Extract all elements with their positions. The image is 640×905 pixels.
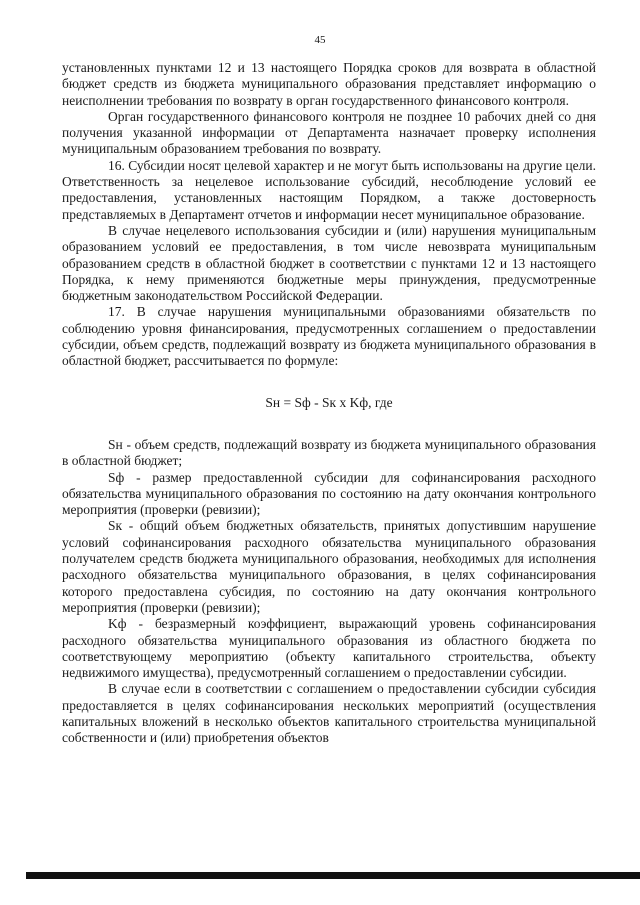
- paragraph-continuation: установленных пунктами 12 и 13 настоящего Порядка сроков для возврата в областной бюджет средств из бюджета муниципального образования представляет информацию о неисполнении требования по возврату в орган государственного финансового контроля.: [62, 60, 596, 108]
- paragraph-clause-17: 17. В случае нарушения муниципальными образованиями обязательств по соблюдению уровня финансирования, предусмотренных соглашением о предоставлении субсидии, объем средств, подлежащий возврату из бюджета муниципального образования в областной бюджет, рассчитывается по формуле:: [62, 304, 596, 369]
- paragraph-multiple-events: В случае если в соответствии с соглашением о предоставлении субсидии субсидия предоставляется в целях софинансирования нескольких мероприятий (осуществления капитальных вложений в несколько объектов капитального строительства муниципальной собственности и (или) приобретения объектов: [62, 681, 596, 746]
- scan-edge-bar: [26, 872, 640, 879]
- document-body: [62, 60, 596, 747]
- definition-sf: Sф - размер предоставленной субсидии для софинансирования расходного обязательства муниципального образования по состоянию на дату окончания контрольного мероприятия (проверки (ревизии);: [62, 469, 596, 518]
- paragraph-clause-16: 16. Субсидии носят целевой характер и не могут быть использованы на другие цели. Ответственность за нецелевое использование субсидий, несоблюдение условий ее предоставления, установленных настоящим Порядком, а также достоверность представляемых в Департамент отчетов и информации несет муниципальное образование.: [62, 157, 596, 222]
- paragraph-control-body: Орган государственного финансового контроля не позднее 10 рабочих дней со дня получения указанной информации от Департамента назначает проверку исполнения муниципальным образованием требования по возврату.: [62, 108, 596, 157]
- paragraph-misuse: В случае нецелевого использования субсидии и (или) нарушения муниципальным образованием условий ее предоставления, в том числе невозврата муниципальным образованием средств в областной бюджет в соответствии с пунктами 12 и 13 настоящего Порядка, к нему применяются бюджетные меры принуждения, предусмотренные бюджетным законодательством Российской Федерации.: [62, 222, 596, 304]
- definition-kf: Kф - безразмерный коэффициент, выражающий уровень софинансирования расходного обязательства муниципального образования из областного бюджета по соответствующему мероприятию (объекту капитального строительства, объекту недвижимого имущества), предусмотренный соглашением о предоставлении субсидии.: [62, 616, 596, 681]
- page-number: 45: [314, 34, 326, 46]
- definition-sn: Sн - объем средств, подлежащий возврату из бюджета муниципального образования в областной бюджет;: [62, 436, 596, 469]
- definition-sk: Sк - общий объем бюджетных обязательств, принятых допустившим нарушение условий софинансирования расходного обязательства муниципального образования получателем средств бюджета муниципального образования, необходимых для исполнения расходного обязательства муниципального образования, в целях софинансирования которого предоставлена субсидия, по состоянию на дату окончания контрольного мероприятия (проверки (ревизии);: [62, 518, 596, 615]
- formula: Sн = Sф - Sк x Kф, где: [265, 394, 393, 410]
